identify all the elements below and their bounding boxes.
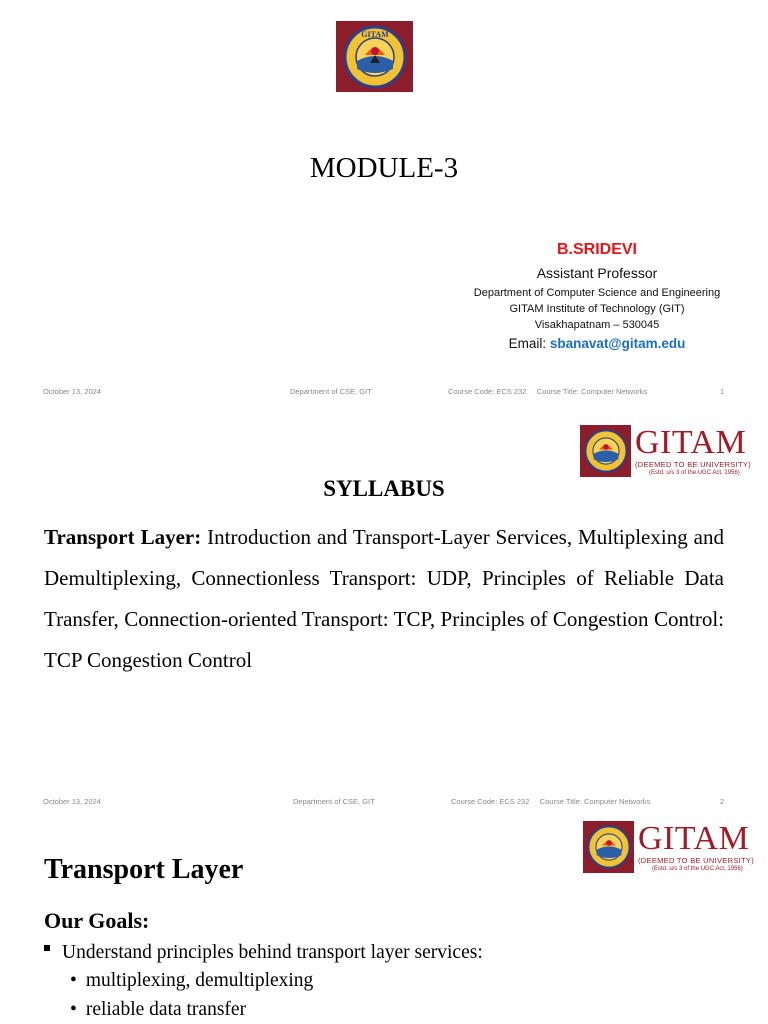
sub-list-item <box>70 999 246 1021</box>
wordmark-title: GITAM <box>635 423 747 461</box>
gitam-seal-icon <box>584 429 628 473</box>
wordmark-estd: (Estd. u/s 3 of the UGC Act, 1956) <box>649 470 740 477</box>
wordmark-subtitle: (DEEMED TO BE UNIVERSITY) <box>638 855 754 865</box>
email-link[interactable]: sbanavat@gitam.edu <box>549 336 686 351</box>
gitam-seal-logo <box>336 21 413 92</box>
footer-page-number: 1 <box>720 387 725 396</box>
footer-page-number: 2 <box>720 797 725 806</box>
list-item <box>44 942 483 964</box>
syllabus-body <box>44 517 724 681</box>
gitam-wordmark-logo <box>580 425 751 477</box>
author-institute: GITAM Institute of Technology (GIT) <box>509 303 685 315</box>
bullet-dot-icon: • <box>70 970 77 991</box>
square-bullet-icon <box>44 945 50 951</box>
author-department: Department of Computer Science and Engineering <box>473 287 721 299</box>
wordmark-title: GITAM <box>638 819 750 857</box>
wordmark-subtitle: (DEEMED TO BE UNIVERSITY) <box>635 459 751 469</box>
gitam-seal-small <box>580 425 631 477</box>
author-location: Visakhapatnam – 530045 <box>534 319 660 331</box>
author-role: Assistant Professor <box>536 265 658 281</box>
wordmark-text <box>638 819 754 873</box>
author-block <box>438 241 756 351</box>
author-name: B.SRIDEVI <box>556 241 637 258</box>
slide-title: Transport Layer <box>44 854 244 885</box>
footer-date: October 13, 2024 <box>43 797 101 806</box>
author-email-line <box>438 336 756 351</box>
wordmark-text <box>635 423 751 477</box>
syllabus-text: Introduction and Transport-Layer Services, Multiplexing and Demultiplexing, Connectionless Transport: UDP, Principles of Reliable Data Transfer, Connection-oriented Transport: TCP, Principles of Congestion Control: TCP Congestion Control <box>44 525 724 672</box>
footer-dept: Department of CSE, GIT <box>293 797 375 806</box>
sub-list-item-text: reliable data transfer <box>85 999 247 1020</box>
email-label: Email: <box>508 336 550 351</box>
gitam-wordmark-logo <box>583 821 754 873</box>
syllabus-lead: Transport Layer: <box>44 525 202 549</box>
sub-list-item <box>70 970 313 992</box>
module-title: MODULE-3 <box>309 152 459 184</box>
footer-course: Course Code: ECS 232 Course Title: Computer Networks <box>448 387 648 396</box>
wordmark-estd: (Estd. u/s 3 of the UGC Act, 1956) <box>652 866 743 873</box>
list-item-text: Understand principles behind transport layer services: <box>62 942 483 963</box>
seal-lettering: GITAM <box>360 29 389 39</box>
bullet-dot-icon: • <box>70 999 77 1020</box>
footer-date: October 13, 2024 <box>43 387 101 396</box>
goals-heading: Our Goals: <box>44 908 150 933</box>
sub-list-item-text: multiplexing, demultiplexing <box>85 970 314 991</box>
footer-dept: Department of CSE, GIT <box>290 387 372 396</box>
syllabus-title: SYLLABUS <box>323 476 445 501</box>
gitam-seal-icon <box>343 25 407 89</box>
gitam-seal-small <box>583 821 634 873</box>
footer-course: Course Code: ECS 232 Course Title: Computer Networks <box>451 797 651 806</box>
gitam-seal-icon <box>587 825 631 869</box>
